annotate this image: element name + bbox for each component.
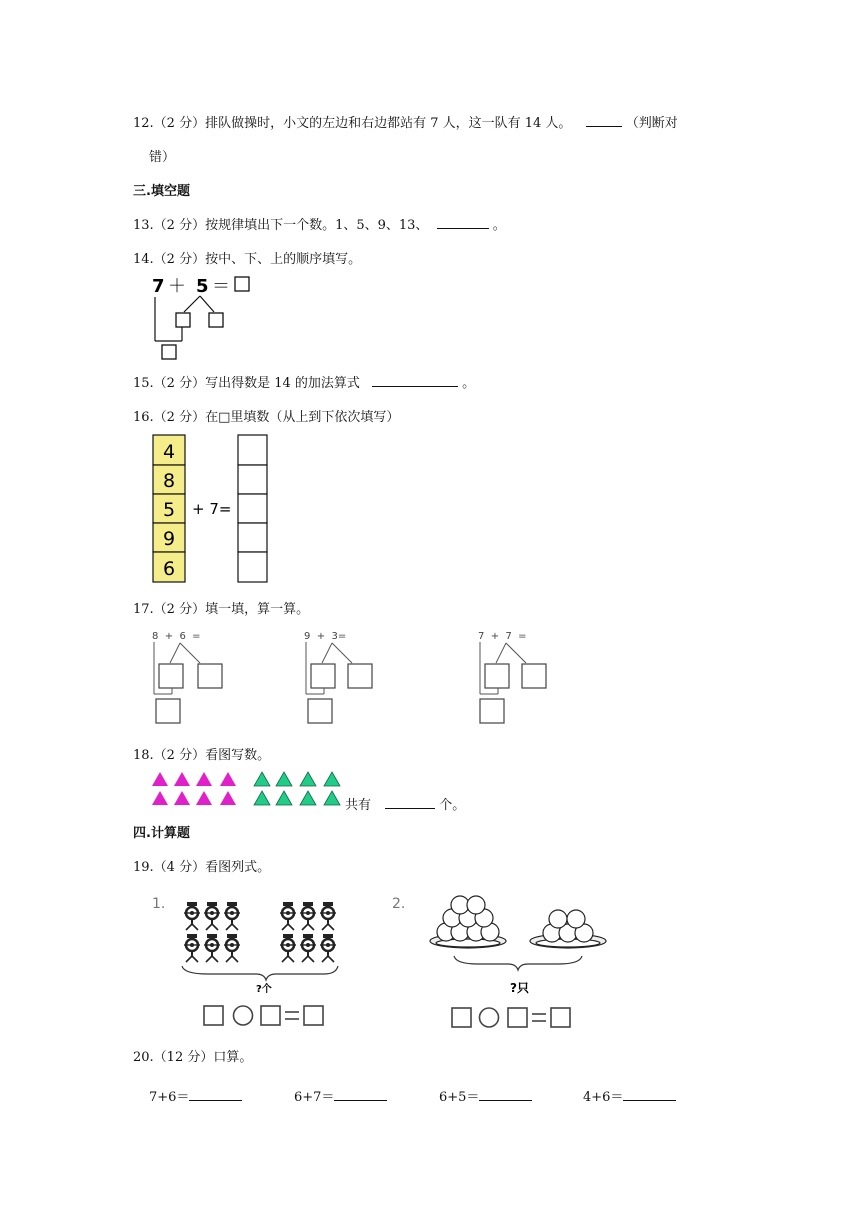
q19-picture-2 xyxy=(388,888,613,1033)
q20-expression-1: 7+6＝ xyxy=(149,1090,190,1105)
q19-p2-box-3[interactable] xyxy=(551,1008,570,1027)
q12-judge-label: （判断对 xyxy=(625,116,678,131)
q17-equation-1: 8 + 6 = xyxy=(152,631,201,642)
q14-result-box[interactable] xyxy=(235,277,249,291)
q16-answer-box-3[interactable] xyxy=(238,494,267,523)
green-triangle-icon xyxy=(254,791,270,805)
q16-answer-box-2[interactable] xyxy=(238,465,267,494)
green-triangle-group xyxy=(254,772,340,805)
q13-end: 。 xyxy=(492,218,506,233)
q15-end: 。 xyxy=(462,376,476,391)
q14-sum-box[interactable] xyxy=(162,345,176,359)
q17-item-2 xyxy=(302,628,382,726)
q19-p1-brace xyxy=(182,966,338,980)
toy-windmill-icons-left xyxy=(184,902,240,962)
green-triangle-icon xyxy=(254,772,270,786)
q19-text: 19.（4 分）看图列式。 xyxy=(133,860,271,875)
q19-p2-box-1[interactable] xyxy=(452,1008,471,1027)
green-triangle-icon xyxy=(324,791,340,805)
q19-p2-label: ?只 xyxy=(510,981,529,995)
q18-answer-blank[interactable] xyxy=(385,796,435,809)
magenta-triangle-icon xyxy=(174,791,190,805)
q17-text: 17.（2 分）填一填，算一算。 xyxy=(133,602,310,617)
q16-num-4: 9 xyxy=(162,528,176,550)
q17-item-1 xyxy=(150,628,230,726)
q13-answer-blank[interactable] xyxy=(437,216,489,229)
q17-3-sum-box[interactable] xyxy=(480,699,504,723)
q20-item-2 xyxy=(294,1086,387,1105)
magenta-triangle-icon xyxy=(152,772,168,786)
q18-text: 18.（2 分）看图写数。 xyxy=(133,748,271,763)
section-title-fill-blank: 三.填空题 xyxy=(133,184,190,199)
q18-triangles xyxy=(150,770,350,810)
q19-p1-box-1[interactable] xyxy=(204,1006,223,1025)
magenta-triangle-icon xyxy=(174,772,190,786)
q19-p2-box-2[interactable] xyxy=(508,1008,527,1027)
q15-answer-blank[interactable] xyxy=(372,374,458,387)
q16-operator: + 7= xyxy=(192,500,232,518)
q17-equation-3: 7 + 7 = xyxy=(478,631,527,642)
green-triangle-icon xyxy=(276,791,292,805)
q19-p1-answer-row xyxy=(204,1006,323,1025)
magenta-triangle-icon xyxy=(196,772,212,786)
q14-text: 14.（2 分）按中、下、上的顺序填写。 xyxy=(133,252,362,267)
apple-plate-icon-left xyxy=(430,896,506,948)
q19-p2-operator-circle[interactable] xyxy=(480,1008,499,1027)
q19-p1-label: ?个 xyxy=(256,984,272,995)
magenta-triangle-icon xyxy=(220,791,236,805)
q20-answer-blank-2[interactable] xyxy=(334,1088,387,1101)
q16-num-1: 4 xyxy=(162,441,176,463)
q14-num-7: 7 xyxy=(152,276,165,297)
green-triangle-icon xyxy=(300,791,316,805)
q14-number-split-diagram xyxy=(148,274,258,362)
q15-text: 15.（2 分）写出得数是 14 的加法算式 xyxy=(133,376,360,391)
q18-answer-line xyxy=(345,794,465,813)
q15 xyxy=(133,372,475,391)
q20-item-1 xyxy=(149,1086,242,1105)
q14-equals: ＝ xyxy=(212,276,230,297)
q13 xyxy=(133,214,506,233)
q19-p1-box-2[interactable] xyxy=(261,1006,280,1025)
q14-num-5: 5 xyxy=(196,276,209,297)
q17-item-3 xyxy=(476,628,556,726)
q16-num-3: 5 xyxy=(162,499,176,521)
q17-3-split-left[interactable] xyxy=(485,664,509,688)
q20-expression-4: 4+6＝ xyxy=(583,1090,624,1105)
q19-p1-operator-circle[interactable] xyxy=(234,1006,253,1025)
q17-2-split-left[interactable] xyxy=(311,664,335,688)
q14-split-box-left[interactable] xyxy=(176,313,190,327)
q18-total-label: 共有 xyxy=(345,798,372,813)
q16-num-2: 8 xyxy=(162,470,176,492)
q14-split-box-right[interactable] xyxy=(209,313,223,327)
q19-p2-answer-row xyxy=(452,1008,570,1027)
q20-item-3 xyxy=(439,1086,532,1105)
q17-1-split-left[interactable] xyxy=(159,664,183,688)
q16-answer-box-1[interactable] xyxy=(238,435,267,465)
section-title-calculation: 四.计算题 xyxy=(133,826,190,841)
green-triangle-icon xyxy=(324,772,340,786)
magenta-triangle-icon xyxy=(152,791,168,805)
q20-answer-blank-1[interactable] xyxy=(189,1088,242,1101)
q16-num-5: 6 xyxy=(162,558,176,580)
q19-picture-1 xyxy=(148,888,348,1033)
q12-text: 12.（2 分）排队做操时，小文的左边和右边都站有 7 人，这一队有 14 人。 xyxy=(133,116,572,131)
q16-add-seven-table xyxy=(150,432,275,587)
magenta-triangle-icon xyxy=(196,791,212,805)
q19-p2-brace xyxy=(454,956,582,970)
q20-answer-blank-3[interactable] xyxy=(479,1088,532,1101)
q13-text: 13.（2 分）按规律填出下一个数。1、5、9、13、 xyxy=(133,218,429,233)
q16-text: 16.（2 分）在□里填数（从上到下依次填写） xyxy=(133,410,400,425)
magenta-triangle-icon xyxy=(220,772,236,786)
q18-end: 个。 xyxy=(439,798,466,813)
q20-expression-3: 6+5＝ xyxy=(439,1090,480,1105)
q17-2-split-right[interactable] xyxy=(348,664,372,688)
q19-p1-box-3[interactable] xyxy=(304,1006,323,1025)
toy-windmill-icons-right xyxy=(280,902,336,962)
q17-2-sum-box[interactable] xyxy=(308,699,332,723)
apple-plate-icon-right xyxy=(530,910,606,948)
green-triangle-icon xyxy=(276,772,292,786)
q16-answer-box-4[interactable] xyxy=(238,523,267,552)
q20-item-4 xyxy=(583,1086,676,1105)
q14-plus: ＋ xyxy=(168,276,186,297)
magenta-triangle-group xyxy=(152,772,236,805)
q20-expression-2: 6+7＝ xyxy=(294,1090,335,1105)
q17-1-split-right[interactable] xyxy=(198,664,222,688)
green-triangle-icon xyxy=(300,772,316,786)
q19-p1-number: 1. xyxy=(152,896,166,912)
q12-line2: 错） xyxy=(149,150,176,165)
q12-answer-blank[interactable] xyxy=(586,114,622,127)
q19-p2-number: 2. xyxy=(392,896,406,912)
q16-answer-box-5[interactable] xyxy=(238,552,267,582)
q12-line1 xyxy=(133,112,678,131)
q17-equation-2: 9 + 3= xyxy=(304,631,347,642)
q20-text: 20.（12 分）口算。 xyxy=(133,1050,253,1065)
q17-3-split-right[interactable] xyxy=(522,664,546,688)
q17-1-sum-box[interactable] xyxy=(156,699,180,723)
q20-answer-blank-4[interactable] xyxy=(623,1088,676,1101)
